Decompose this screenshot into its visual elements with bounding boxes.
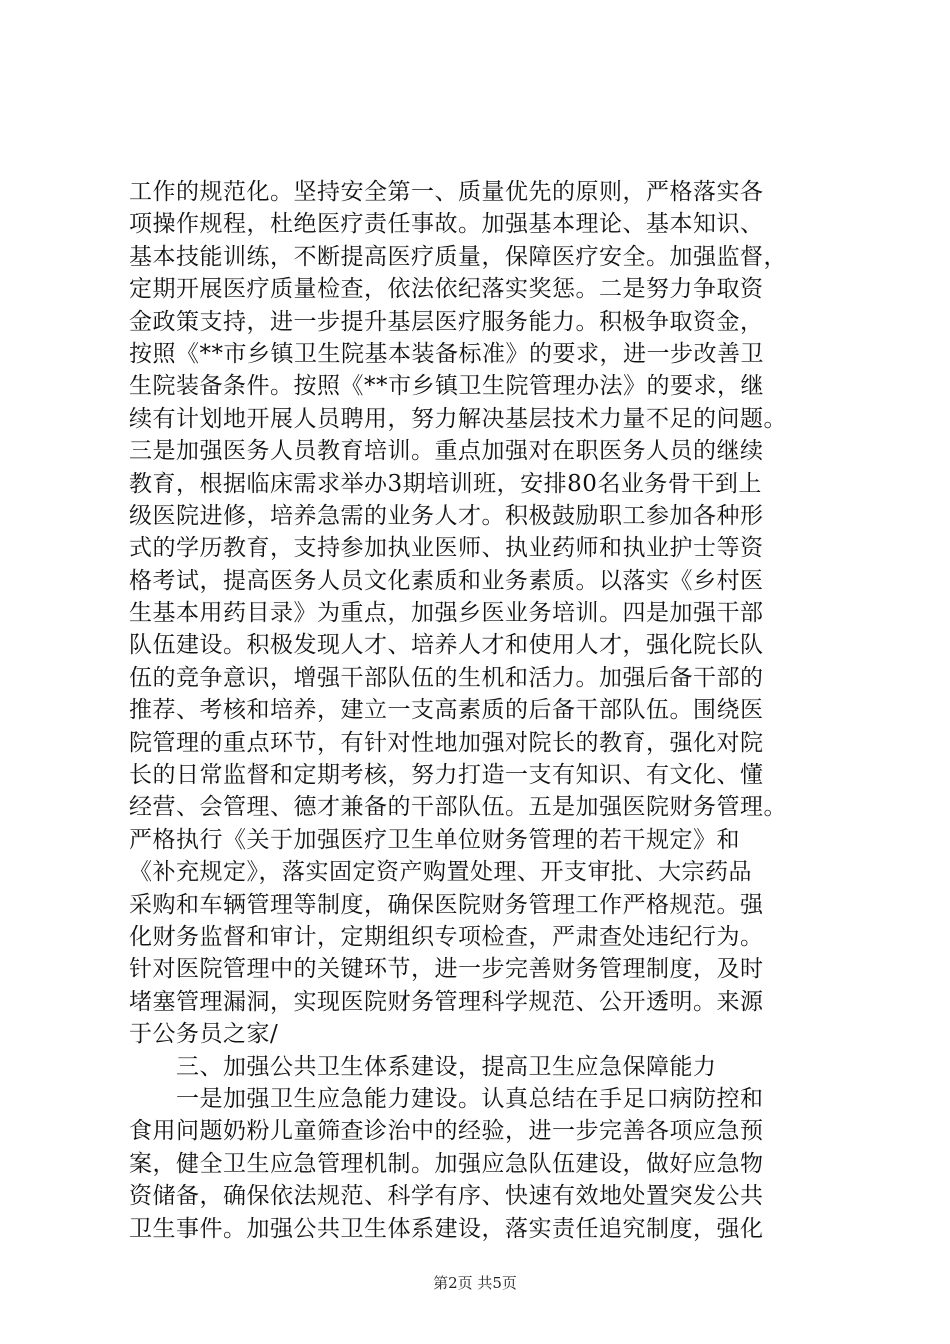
text-line: 推荐、考核和培养，建立一支高素质的后备干部队伍。围绕医	[129, 697, 764, 724]
text-line: 金政策支持，进一步提升基层医疗服务能力。积极争取资金，	[129, 308, 764, 335]
text-line: 级医院进修，培养急需的业务人才。积极鼓励职工参加各种形	[129, 502, 764, 529]
text-line: 工作的规范化。坚持安全第一、质量优先的原则，严格落实各	[129, 179, 764, 205]
text-line: 生基本用药目录》为重点，加强乡医业务培训。四是加强干部	[129, 600, 764, 627]
page-footer: 第2页 共5页	[433, 1274, 517, 1292]
text-line: 资储备，确保依法规范、科学有序、快速有效地处置突发公共	[129, 1183, 764, 1210]
text-line: 一是加强卫生应急能力建设。认真总结在手足口病防控和	[129, 1085, 764, 1112]
text-line: 卫生事件。加强公共卫生体系建设，落实责任追究制度，强化	[129, 1215, 764, 1242]
text-line: 长的日常监督和定期考核，努力打造一支有知识、有文化、懂	[129, 762, 764, 789]
text-line: 项操作规程，杜绝医疗责任事故。加强基本理论、基本知识、	[129, 211, 764, 238]
text-line: 三、加强公共卫生体系建设，提高卫生应急保障能力	[129, 1053, 717, 1080]
text-line: 生院装备条件。按照《**市乡镇卫生院管理办法》的要求，继	[129, 373, 764, 400]
text-line: 化财务监督和审计，定期组织专项检查，严肃查处违纪行为。	[129, 923, 764, 950]
text-line: 基本技能训练，不断提高医疗质量，保障医疗安全。加强监督，	[129, 243, 787, 270]
text-line: 三是加强医务人员教育培训。重点加强对在职医务人员的继续	[129, 438, 764, 465]
text-line: 堵塞管理漏洞，实现医院财务管理科学规范、公开透明。来源	[129, 988, 764, 1015]
text-line: 《补充规定》，落实固定资产购置处理、开支审批、大宗药品	[129, 859, 752, 886]
text-line: 队伍建设。积极发现人才、培养人才和使用人才，强化院长队	[129, 632, 764, 659]
text-line: 按照《**市乡镇卫生院基本装备标准》的要求，进一步改善卫	[129, 340, 764, 367]
text-line: 采购和车辆管理等制度，确保医院财务管理工作严格规范。强	[129, 891, 764, 918]
text-line: 续有计划地开展人员聘用，努力解决基层技术力量不足的问题。	[129, 405, 787, 432]
text-line: 定期开展医疗质量检查，依法依纪落实奖惩。二是努力争取资	[129, 276, 764, 303]
text-line: 伍的竞争意识，增强干部队伍的生机和活力。加强后备干部的	[129, 664, 764, 691]
text-line: 于公务员之家/	[129, 1021, 279, 1048]
text-line: 院管理的重点环节，有针对性地加强对院长的教育，强化对院	[129, 729, 764, 756]
text-line: 教育，根据临床需求举办3期培训班，安排80名业务骨干到上	[129, 470, 762, 497]
text-line: 食用问题奶粉儿童筛查诊治中的经验，进一步完善各项应急预	[129, 1118, 764, 1145]
text-line: 严格执行《关于加强医疗卫生单位财务管理的若干规定》和	[129, 826, 740, 853]
text-line: 式的学历教育，支持参加执业医师、执业药师和执业护士等资	[129, 535, 764, 562]
text-line: 案，健全卫生应急管理机制。加强应急队伍建设，做好应急物	[129, 1150, 764, 1177]
body-text	[129, 176, 834, 1245]
text-line: 经营、会管理、德才兼备的干部队伍。五是加强医院财务管理。	[129, 794, 787, 821]
text-line: 格考试，提高医务人员文化素质和业务素质。以落实《乡村医	[129, 567, 764, 594]
text-line: 针对医院管理中的关键环节，进一步完善财务管理制度，及时	[129, 956, 764, 983]
